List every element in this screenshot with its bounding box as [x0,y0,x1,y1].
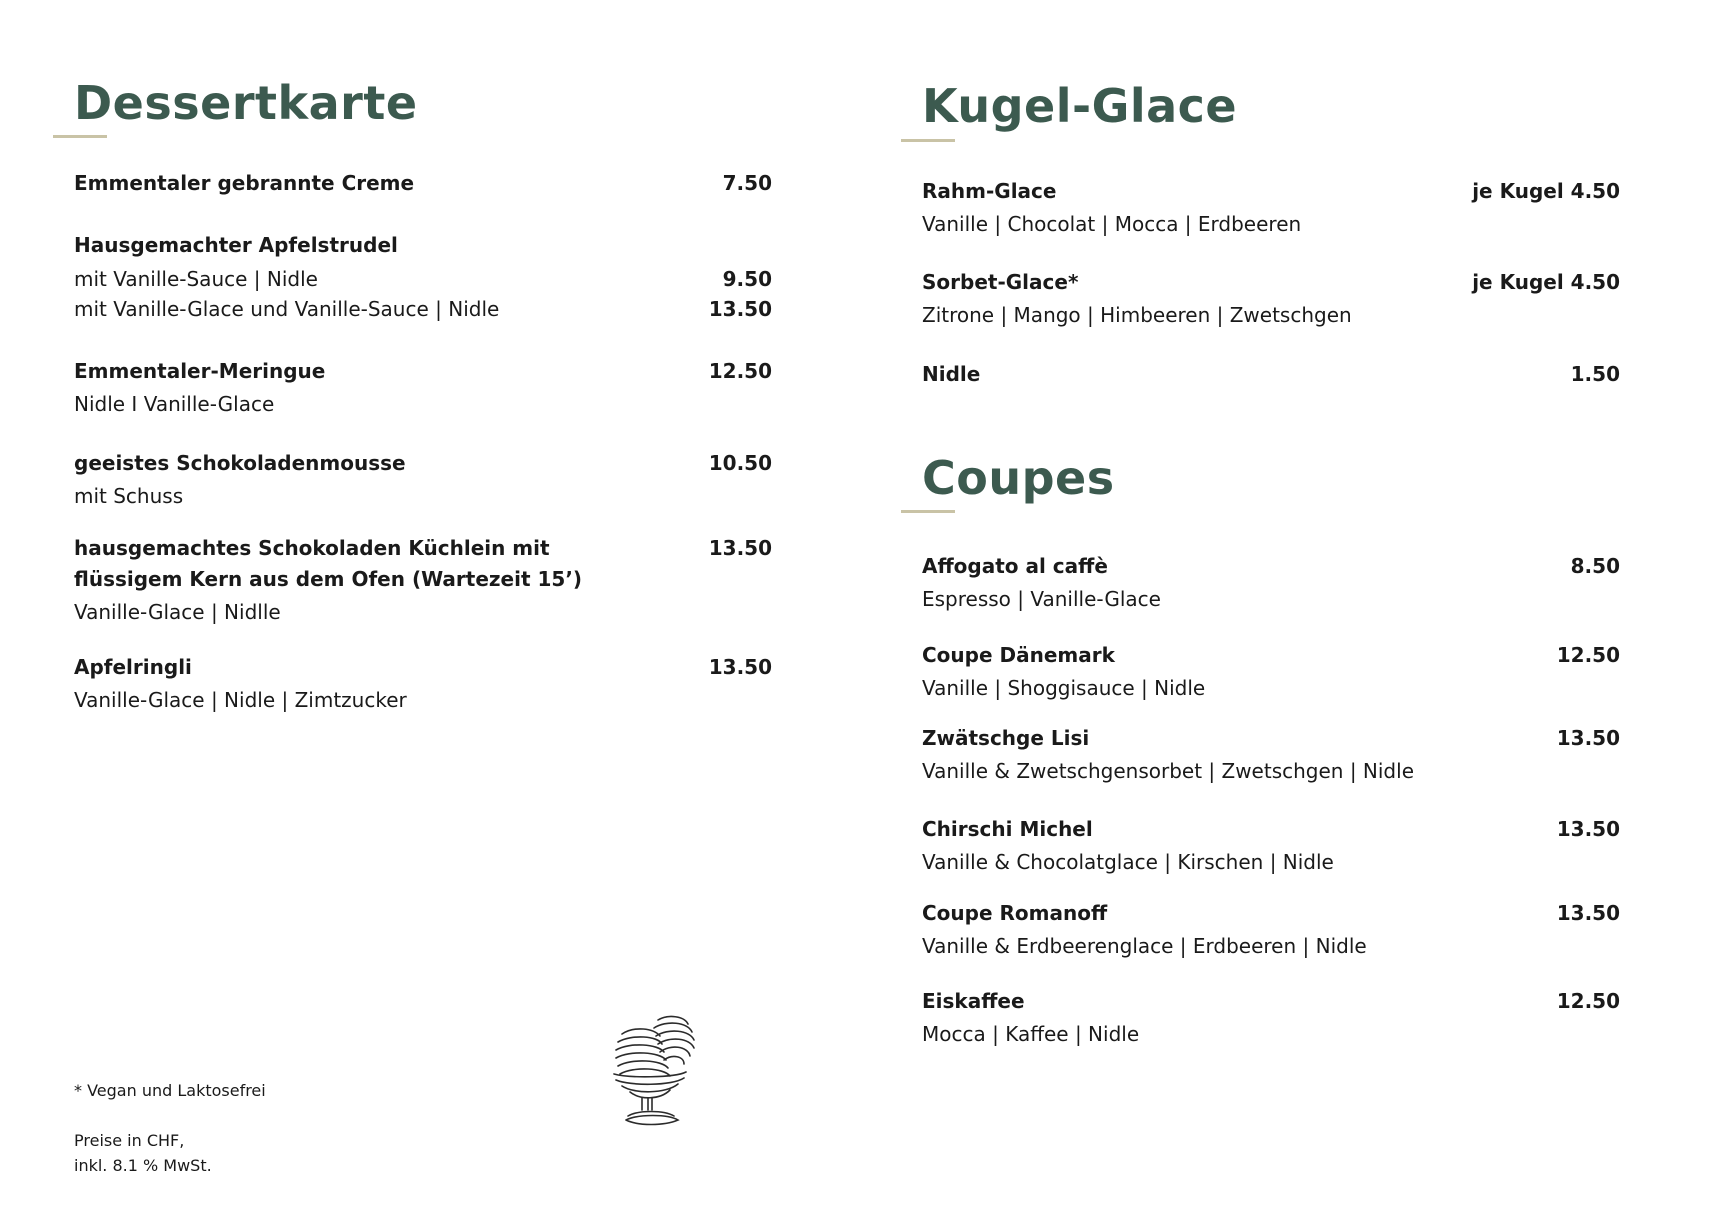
item-description: Vanille & Erdbeerenglace | Erdbeeren | Nidle [922,934,1367,958]
item-name: Sorbet-Glace* [922,270,1079,294]
item-name: Apfelringli [74,655,192,679]
item-description: mit Schuss [74,484,184,508]
item-description: Vanille-Glace | Nidle | Zimtzucker [74,688,407,712]
item-price: 13.50 [708,536,772,560]
page-title: Dessertkarte [74,76,418,130]
item-name: Coupe Dänemark [922,643,1115,667]
vegan-footnote: * Vegan und Laktosefrei [74,1081,266,1100]
vat-note: inkl. 8.1 % MwSt. [74,1156,212,1175]
item-price: je Kugel 4.50 [1472,179,1620,203]
item-name: Nidle [922,362,981,386]
item-price: 13.50 [708,655,772,679]
item-name: Coupe Romanoff [922,901,1108,925]
item-price: je Kugel 4.50 [1472,270,1620,294]
item-price: 10.50 [708,451,772,475]
section-title-coupes: Coupes [922,451,1115,505]
item-description: Vanille | Shoggisauce | Nidle [922,676,1206,700]
section-underline [901,510,955,513]
item-price: 12.50 [1556,643,1620,667]
item-description: Vanille-Glace | Nidlle [74,600,281,624]
item-description: Zitrone | Mango | Himbeeren | Zwetschgen [922,303,1352,327]
item-price: 1.50 [1570,362,1620,386]
item-name: geeistes Schokoladenmousse [74,451,406,475]
item-description: Vanille | Chocolat | Mocca | Erdbeeren [922,212,1302,236]
item-price: 12.50 [708,359,772,383]
item-name: Emmentaler gebrannte Creme [74,171,415,195]
item-description: Espresso | Vanille-Glace [922,587,1161,611]
item-price: 13.50 [708,297,772,321]
item-name: Zwätschge Lisi [922,726,1090,750]
price-note: Preise in CHF, [74,1131,185,1150]
ice-cream-cup-icon [608,1012,700,1130]
item-price: 12.50 [1556,989,1620,1013]
section-title-kugel: Kugel-Glace [922,79,1238,133]
item-price: 8.50 [1570,554,1620,578]
item-name: hausgemachtes Schokoladen Küchlein mit flüssigem Kern aus dem Ofen (Wartezeit 15’) [74,536,583,591]
item-name: Emmentaler-Meringue [74,359,326,383]
item-price: 13.50 [1556,726,1620,750]
item-description: Vanille & Chocolatglace | Kirschen | Nidle [922,850,1334,874]
item-description: Nidle I Vanille-Glace [74,392,275,416]
item-price: 9.50 [722,267,772,291]
item-price: 13.50 [1556,817,1620,841]
item-name: Affogato al caffè [922,554,1108,578]
section-underline [901,139,955,142]
item-name: Rahm-Glace [922,179,1057,203]
item-price: 13.50 [1556,901,1620,925]
title-underline [53,135,107,138]
item-description: Mocca | Kaffee | Nidle [922,1022,1140,1046]
item-name: Chirschi Michel [922,817,1093,841]
item-variant: mit Vanille-Sauce | Nidle [74,267,318,291]
item-name: Eiskaffee [922,989,1025,1013]
item-variant: mit Vanille-Glace und Vanille-Sauce | Nidle [74,297,500,321]
item-name: Hausgemachter Apfelstrudel [74,233,398,257]
item-price: 7.50 [722,171,772,195]
item-description: Vanille & Zwetschgensorbet | Zwetschgen | Nidle [922,759,1414,783]
